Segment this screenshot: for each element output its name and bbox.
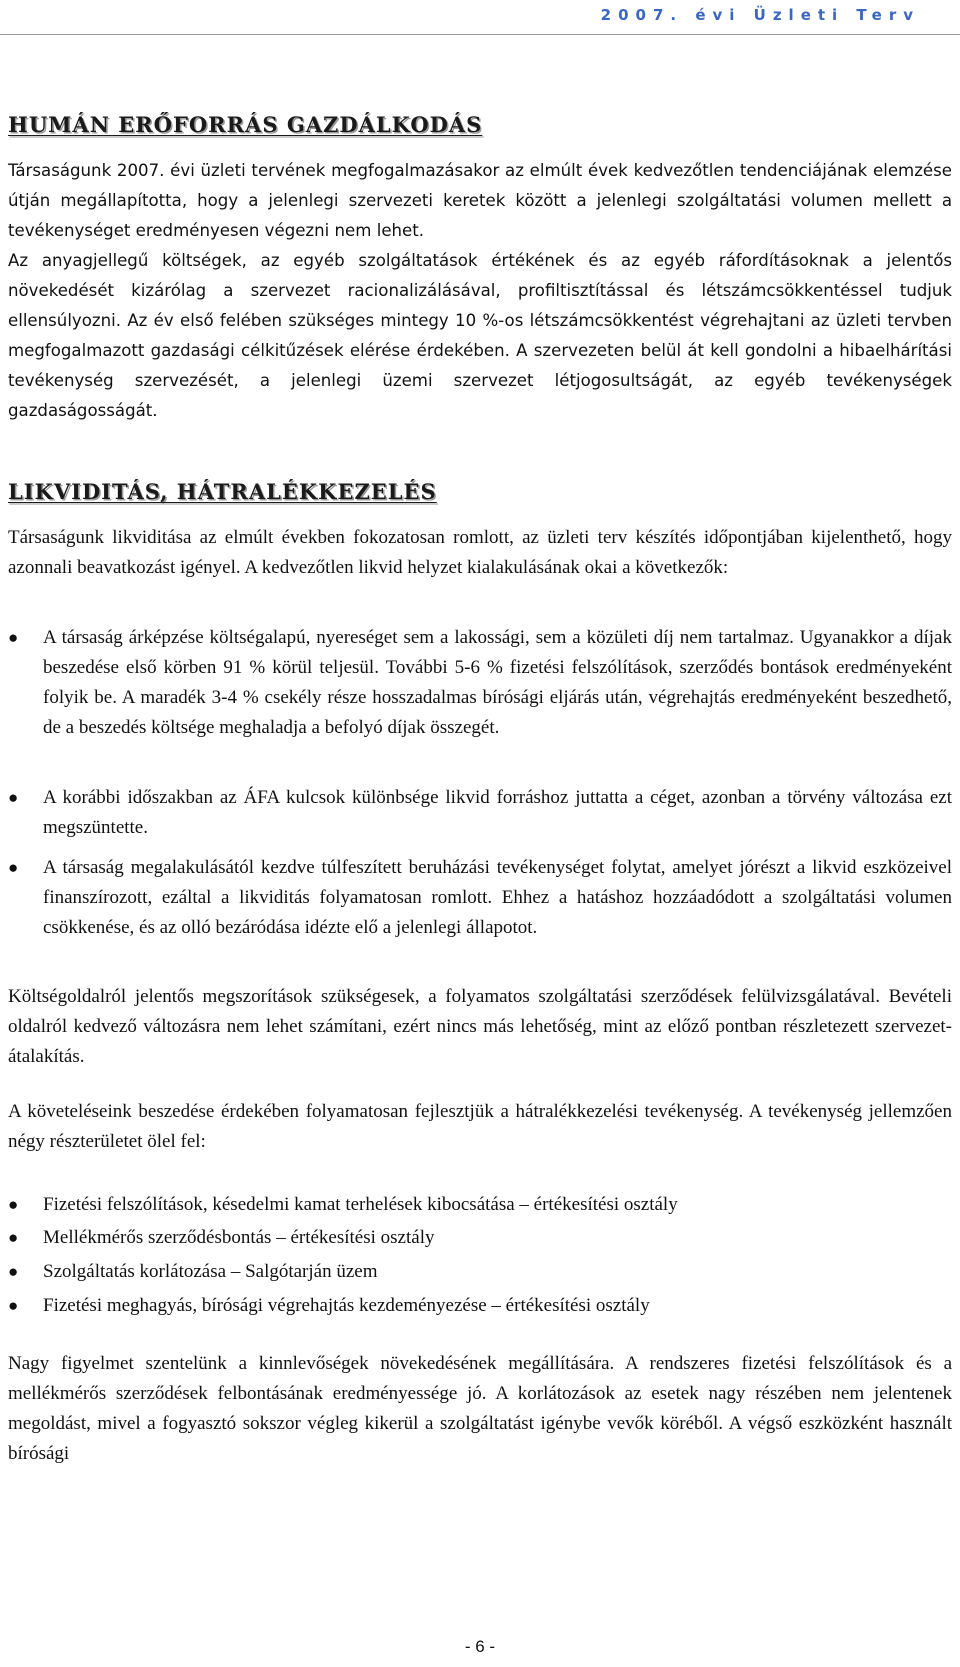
list-item-text: Fizetési felszólítások, késedelmi kamat terhelések kibocsátása – értékesítési osztály	[43, 1194, 678, 1215]
list-item-text: Mellékmérős szerződésbontás – értékesítési osztály	[43, 1227, 435, 1248]
paragraph-final: Nagy figyelmet szentelünk a kinnlevőségek növekedésének megállítására. A rendszeres fizetési felszólítások és a mellékmérős szerződések felbontásának eredményessége jó. A korlátozások az esetek nagy részében nem jelentenek megoldást, mivel a fogyasztó sokszor végleg kikerül a szolgáltatást igénybe vevők köréből. A végső eszközként használt bírósági	[8, 1353, 952, 1464]
paragraph-liquidity-intro: Társaságunk likviditása az elmúlt években fokozatosan romlott, az üzleti terv készítés időpontjában kijelenthető, hogy azonnali beavatkozást igényel. A kedvezőtlen likvid helyzet kialakulásának okai a következők:	[8, 527, 952, 578]
list-item-area-2	[8, 1223, 952, 1253]
list-item-area-4	[8, 1291, 952, 1321]
list-item-area-1	[8, 1190, 952, 1220]
list-item-area-3	[8, 1257, 952, 1287]
list-item-text: A korábbi időszakban az ÁFA kulcsok különbsége likvid forráshoz juttatta a céget, azonban a törvény változása ezt megszüntette.	[43, 787, 952, 838]
bullet-icon: ●	[8, 1195, 19, 1214]
list-item-text: A társaság árképzése költségalapú, nyereséget sem a lakossági, sem a közületi díj nem tartalmaz. Ugyanakkor a díjak beszedése első körben 91 % körül teljesül. További 5-6 % fizetési felszólítások, szerződés bontások eredményeként folyik be. A maradék 3-4 % csekély része hosszadalmas bírósági eljárás után, végrehajtás eredményeként beszedhető, de a beszedés költsége meghaladja a befolyó díjak összegét.	[43, 627, 952, 738]
bullet-icon: ●	[8, 1296, 19, 1315]
list-item-cause-2	[8, 783, 952, 843]
section-heading-liquidity: LIKVIDITÁS, HÁTRALÉKKEZELÉS	[8, 479, 437, 504]
list-item-cause-1	[8, 623, 952, 743]
list-item-text: A társaság megalakulásától kezdve túlfeszített beruházási tevékenységet folytat, amelyet jórészt a likvid eszközeivel finanszírozott, ezáltal a likviditás folyamatosan romlott. Ehhez a hatáshoz hozzáadódott a szolgáltatási volumen csökkenése, és az olló bezáródása idézte elő a jelenlegi állapotot.	[43, 857, 952, 938]
list-item-text: Fizetési meghagyás, bírósági végrehajtás kezdeményezése – értékesítési osztály	[43, 1295, 650, 1316]
bullet-icon: ●	[8, 858, 19, 877]
page-number: - 6 -	[464, 1637, 496, 1656]
paragraph-receivables: A követeléseink beszedése érdekében folyamatosan fejlesztjük a hátralékkezelési tevékenység. A tevékenység jellemzően négy részterületet ölel fel:	[8, 1101, 952, 1152]
list-item-cause-3	[8, 853, 952, 943]
section-heading-human-resources: HUMÁN ERŐFORRÁS GAZDÁLKODÁS	[8, 112, 483, 137]
paragraph-hr-2: Az anyagjellegű költségek, az egyéb szolgáltatások értékének és az egyéb ráfordításoknak a jelentős növekedését kizárólag a szervezet racionalizálásával, profiltisztítással és létszámcsökkentéssel tudjuk ellensúlyozni. Az év első felében szükséges mintegy 10 %-os létszámcsökkentést végrehajtani az üzleti tervben megfogalmazott gazdasági célkitűzések elérése érdekében. A szervezeten belül át kell gondolni a hibaelhárítási tevékenység szervezését, a jelenlegi üzemi szervezet létjogosultságát, az egyéb tevékenységek gazdaságosságát.	[8, 251, 952, 420]
list-item-text: Szolgáltatás korlátozása – Salgótarján üzem	[43, 1261, 378, 1282]
bullet-icon: ●	[8, 1228, 19, 1247]
bullet-icon: ●	[8, 628, 19, 647]
bullet-icon: ●	[8, 788, 19, 807]
paragraph-costs: Költségoldalról jelentős megszorítások szükségesek, a folyamatos szolgáltatási szerződések felülvizsgálatával. Bevételi oldalról kedvező változásra nem lehet számítani, ezért nincs más lehetőség, mint az előző pontban részletezett szervezet-átalakítás.	[8, 986, 952, 1067]
paragraph-hr-1: Társaságunk 2007. évi üzleti tervének megfogalmazásakor az elmúlt évek kedvezőtlen tendenciájának elemzése útján megállapította, hogy a jelenlegi szervezeti keretek között a jelenlegi szolgáltatási volumen mellett a tevékenységet eredményesen végezni nem lehet.	[8, 161, 952, 240]
bullet-icon: ●	[8, 1262, 19, 1281]
running-header: 2007. évi Üzleti Terv	[600, 6, 920, 24]
header-rule	[0, 34, 960, 35]
